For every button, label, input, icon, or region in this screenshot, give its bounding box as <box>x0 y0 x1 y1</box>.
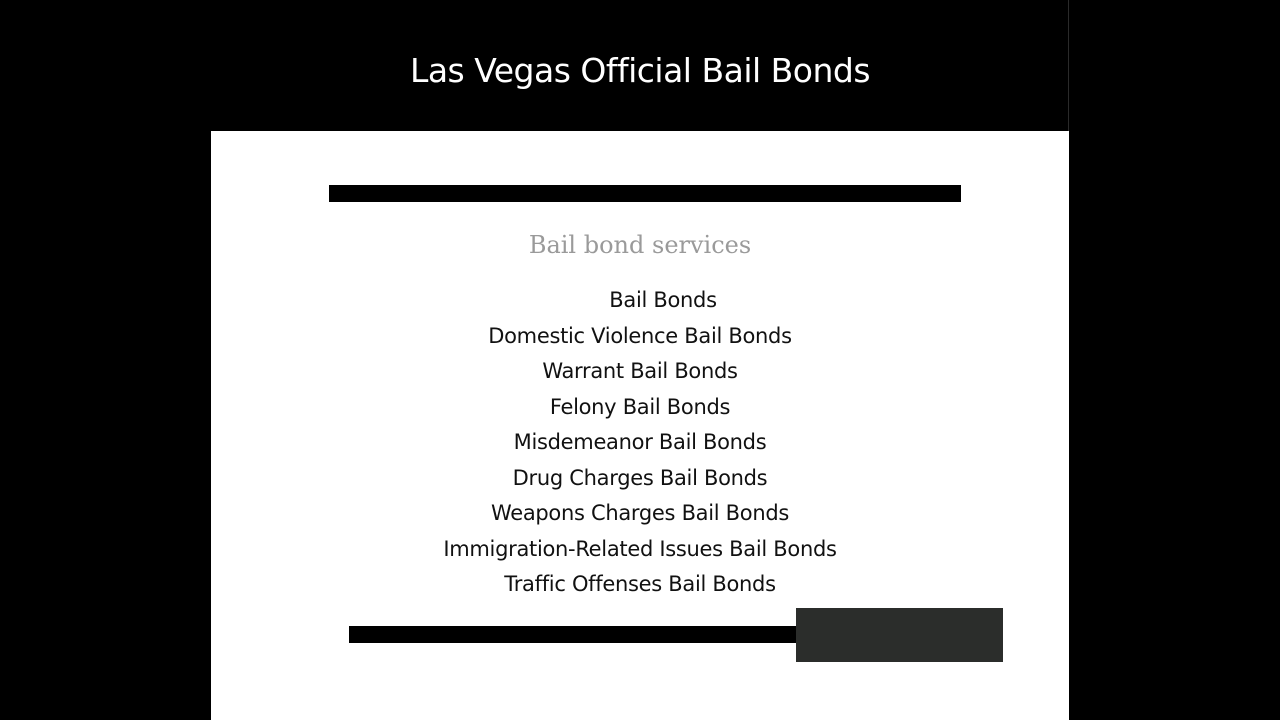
services-list <box>211 283 1069 603</box>
list-item: Misdemeanor Bail Bonds <box>513 430 767 454</box>
list-item: Drug Charges Bail Bonds <box>512 465 768 490</box>
list-item: Traffic Offenses Bail Bonds <box>504 572 776 596</box>
list-item: Domestic Violence Bail Bonds <box>488 323 792 348</box>
list-item: Immigration-Related Issues Bail Bonds <box>443 536 837 561</box>
list-item: Felony Bail Bonds <box>549 394 731 419</box>
page-title: Las Vegas Official Bail Bonds <box>409 51 871 90</box>
list-item: Bail Bonds <box>609 288 717 312</box>
list-item: Warrant Bail Bonds <box>542 359 738 383</box>
content-panel <box>211 131 1069 720</box>
bottom-divider-bar <box>349 626 801 643</box>
section-heading: Bail bond services <box>528 231 752 259</box>
list-item: Weapons Charges Bail Bonds <box>490 501 790 525</box>
top-divider-bar <box>329 185 961 202</box>
dark-block <box>796 608 1003 662</box>
